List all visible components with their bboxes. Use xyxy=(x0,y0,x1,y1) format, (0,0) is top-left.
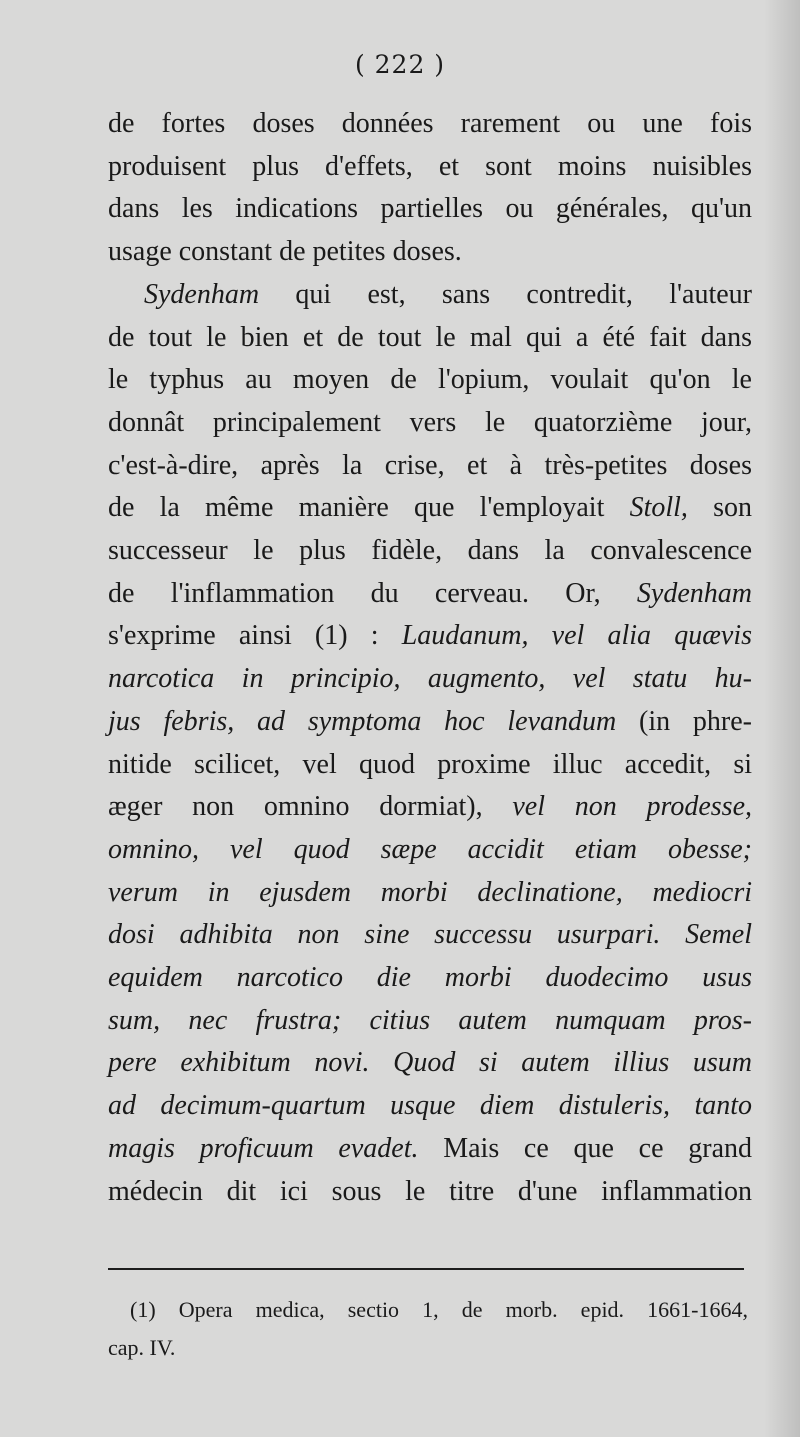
text-line: produisent plus d'effets, et sont moins nuisibles xyxy=(108,150,752,182)
text-line xyxy=(108,701,752,744)
page-number: ( 222 ) xyxy=(354,50,446,79)
text-line xyxy=(108,487,752,530)
text-line: dans les indications partielles ou générales, qu'un xyxy=(108,193,752,225)
footnote-line: cap. IV. xyxy=(108,1335,176,1360)
text-span: de l'inflammation du cerveau. Or, xyxy=(108,577,637,609)
author-name: Sydenham xyxy=(636,577,752,609)
text-line xyxy=(108,615,752,658)
footnote-rule xyxy=(108,1268,744,1270)
latin-quote: jus febris, ad symptoma hoc levandum xyxy=(108,705,617,737)
text-line: le typhus au moyen de l'opium, voulait qu'on le xyxy=(108,364,752,396)
latin-quote: vel non prodesse, xyxy=(512,791,752,823)
latin-quote-line: narcotica in principio, augmento, vel statu hu- xyxy=(108,663,752,695)
page-edge-shadow xyxy=(764,0,800,1437)
text-span: æger non omnino dormiat), xyxy=(108,791,513,823)
text-line: nitide scilicet, vel quod proxime illuc accedit, si xyxy=(108,748,752,780)
text-line: médecin dit ici sous le titre d'une inflammation xyxy=(108,1175,752,1207)
author-name: Stoll, xyxy=(629,492,688,524)
latin-quote-line: pere exhibitum novi. Quod si autem illius usum xyxy=(108,1047,752,1079)
text-line: de fortes doses données rarement ou une fois xyxy=(108,108,752,139)
author-name: Sydenham xyxy=(144,278,260,310)
text-span: Mais ce que ce grand xyxy=(418,1132,753,1164)
text-line xyxy=(108,573,752,616)
text-line xyxy=(108,1128,752,1171)
latin-quote-line: omnino, vel quod sæpe accidit etiam obesse; xyxy=(108,833,752,865)
text-span: de la même manière que l'employait xyxy=(108,492,630,524)
latin-quote-line: ad decimum-quartum usque diem distuleris, tanto xyxy=(108,1090,752,1122)
text-span: qui est, sans contredit, l'auteur xyxy=(259,278,752,310)
text-span: s'exprime ainsi (1) : xyxy=(108,620,402,652)
footnote-line: (1) Opera medica, sectio 1, de morb. epid. 1661-1664, xyxy=(130,1297,748,1322)
latin-quote-line: equidem narcotico die morbi duodecimo usus xyxy=(108,962,752,994)
text-line: usage constant de petites doses. xyxy=(108,236,462,268)
text-line xyxy=(108,274,752,317)
text-line xyxy=(108,786,752,829)
footnote xyxy=(108,1291,748,1367)
latin-quote: Laudanum, vel alia quævis xyxy=(401,620,752,652)
latin-quote-line: sum, nec frustra; citius autem numquam pros- xyxy=(108,1004,752,1036)
text-line: donnât principalement vers le quatorzième jour, xyxy=(108,406,752,438)
latin-quote: magis proficuum evadet. xyxy=(108,1132,419,1164)
text-line: successeur le plus fidèle, dans la convalescence xyxy=(108,535,752,567)
text-span: (in phre- xyxy=(616,705,752,737)
text-span: son xyxy=(687,492,752,524)
text-line: de tout le bien et de tout le mal qui a été fait dans xyxy=(108,321,752,353)
text-line: c'est-à-dire, après la crise, et à très-petites doses xyxy=(108,449,752,481)
latin-quote-line: verum in ejusdem morbi declinatione, mediocri xyxy=(108,876,752,908)
body-text xyxy=(108,103,752,1213)
latin-quote-line: dosi adhibita non sine successu usurpari. Semel xyxy=(108,919,752,951)
